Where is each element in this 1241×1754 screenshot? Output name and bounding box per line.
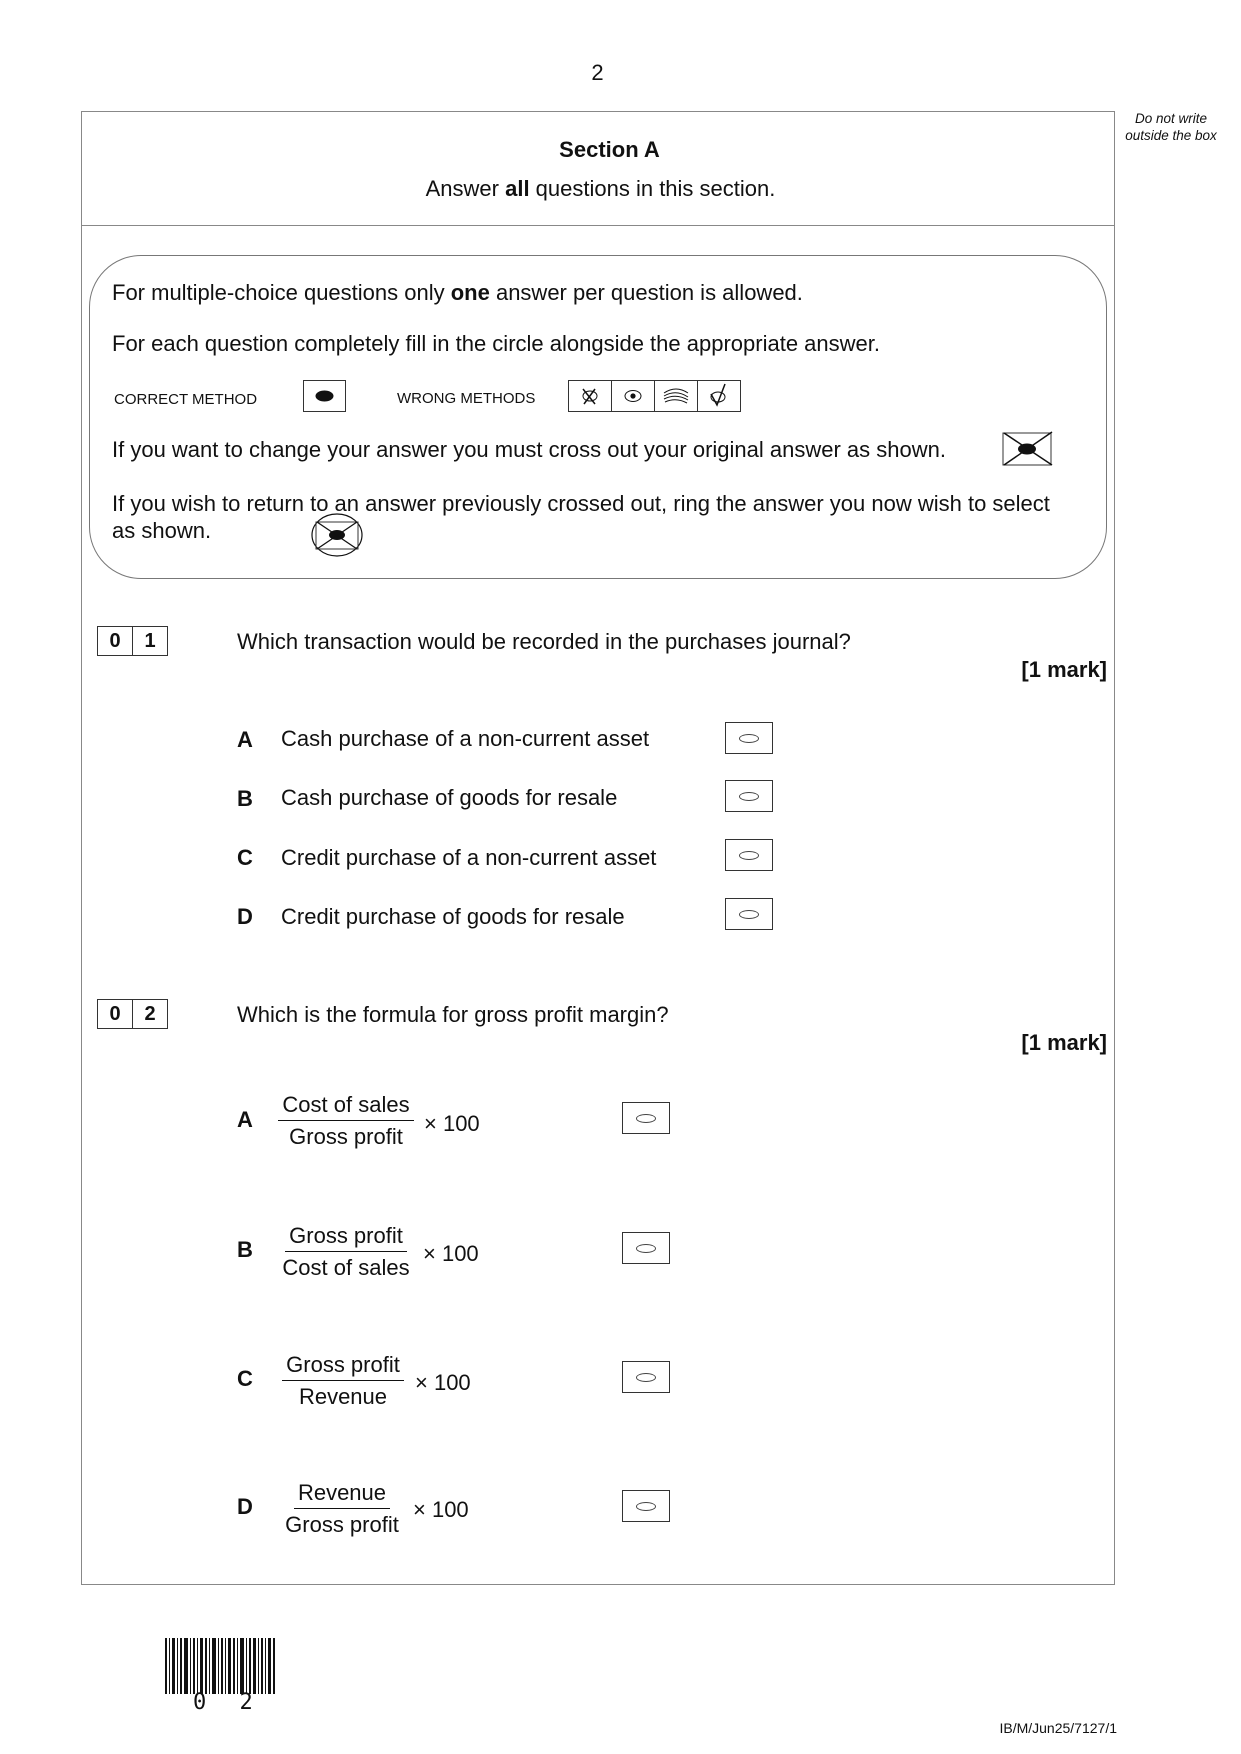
paper-reference-code: IB/M/Jun25/7127/1 bbox=[999, 1720, 1117, 1736]
page-number: 2 bbox=[591, 60, 604, 85]
answer-oval bbox=[636, 1114, 656, 1123]
instruction-one-answer: For multiple-choice questions only one answer per question is allowed. bbox=[112, 280, 803, 305]
instruction-change-answer: If you want to change your answer you must cross out your original answer as shown. bbox=[112, 437, 946, 462]
answer-oval bbox=[636, 1373, 656, 1382]
option-letter: A bbox=[237, 1107, 253, 1132]
correct-method-example bbox=[303, 380, 346, 412]
formula-fraction bbox=[275, 1352, 411, 1410]
fraction-denominator: Revenue bbox=[298, 1384, 388, 1409]
formula-fraction bbox=[275, 1223, 417, 1281]
crossed-oval-icon bbox=[569, 381, 611, 411]
filled-oval-icon bbox=[304, 381, 345, 411]
wrong-methods-examples bbox=[568, 380, 741, 412]
instruction-return-answer: If you wish to return to an answer previously crossed out, ring the answer you now wish to select as shown. bbox=[112, 491, 1050, 543]
ticked-oval-icon bbox=[698, 381, 740, 411]
barcode-digits: 0 2 bbox=[193, 1690, 263, 1715]
question-01-mark: [1 mark] bbox=[1021, 657, 1107, 682]
question-digit: 1 bbox=[132, 627, 167, 655]
instruction-fill-circle: For each question completely fill in the circle alongside the appropriate answer. bbox=[112, 331, 880, 356]
answer-box-q01-a[interactable] bbox=[725, 722, 773, 754]
option-text: Credit purchase of a non-current asset bbox=[281, 845, 657, 870]
option-letter: B bbox=[237, 786, 253, 811]
answer-oval bbox=[739, 910, 759, 919]
ringed-answer-icon bbox=[308, 511, 368, 559]
question-01-text: Which transaction would be recorded in the purchases journal? bbox=[237, 629, 851, 654]
question-digit: 0 bbox=[109, 629, 121, 652]
question-number-02 bbox=[97, 999, 168, 1029]
wrong-scribble-example bbox=[654, 380, 698, 412]
wrong-methods-label: WRONG METHODS bbox=[397, 390, 536, 407]
answer-box-q01-b[interactable] bbox=[725, 780, 773, 812]
option-text: Credit purchase of goods for resale bbox=[281, 904, 625, 929]
section-header bbox=[82, 112, 1114, 226]
wrong-dot-example bbox=[611, 380, 655, 412]
scribbled-oval-icon bbox=[655, 381, 697, 411]
question-02-text: Which is the formula for gross profit margin? bbox=[237, 1002, 669, 1027]
option-letter: D bbox=[237, 1494, 253, 1519]
formula-multiplier: × 100 bbox=[423, 1241, 479, 1266]
section-subtitle: Answer all questions in this section. bbox=[425, 176, 776, 201]
fraction-numerator: Cost of sales bbox=[278, 1092, 413, 1121]
answer-oval bbox=[739, 792, 759, 801]
wrong-tick-example bbox=[697, 380, 741, 412]
formula-multiplier: × 100 bbox=[415, 1370, 471, 1395]
formula-fraction bbox=[275, 1480, 409, 1538]
option-text: Cash purchase of a non-current asset bbox=[281, 726, 650, 751]
question-number-01 bbox=[97, 626, 168, 656]
fraction-denominator: Gross profit bbox=[285, 1512, 399, 1537]
answer-oval bbox=[739, 734, 759, 743]
answer-box-q01-d[interactable] bbox=[725, 898, 773, 930]
answer-box-q02-b[interactable] bbox=[622, 1232, 670, 1264]
barcode bbox=[165, 1638, 277, 1694]
answer-oval bbox=[739, 851, 759, 860]
fraction-numerator: Gross profit bbox=[282, 1352, 404, 1381]
answer-oval bbox=[636, 1502, 656, 1511]
wrong-cross-example bbox=[568, 380, 612, 412]
fraction-denominator: Gross profit bbox=[289, 1124, 403, 1149]
formula-multiplier: × 100 bbox=[413, 1497, 469, 1522]
question-digit: 2 bbox=[132, 1000, 167, 1028]
option-letter: A bbox=[237, 727, 253, 752]
answer-oval bbox=[636, 1244, 656, 1253]
section-title: Section A bbox=[559, 137, 660, 162]
fraction-numerator: Gross profit bbox=[285, 1223, 407, 1252]
answer-box-q02-d[interactable] bbox=[622, 1490, 670, 1522]
margin-note: Do not write outside the box bbox=[1125, 111, 1217, 143]
correct-method-label: CORRECT METHOD bbox=[114, 391, 258, 408]
option-letter: C bbox=[237, 845, 253, 870]
answer-box-q02-a[interactable] bbox=[622, 1102, 670, 1134]
formula-multiplier: × 100 bbox=[424, 1111, 480, 1136]
option-letter: D bbox=[237, 904, 253, 929]
option-letter: B bbox=[237, 1237, 253, 1262]
fraction-denominator: Cost of sales bbox=[282, 1255, 410, 1280]
answer-box-q02-c[interactable] bbox=[622, 1361, 670, 1393]
formula-fraction bbox=[275, 1092, 417, 1150]
fraction-numerator: Revenue bbox=[294, 1480, 390, 1509]
option-text: Cash purchase of goods for resale bbox=[281, 785, 618, 810]
question-digit: 0 bbox=[109, 1002, 121, 1025]
dotted-oval-icon bbox=[612, 381, 654, 411]
answer-box-q01-c[interactable] bbox=[725, 839, 773, 871]
option-letter: C bbox=[237, 1366, 253, 1391]
question-02-mark: [1 mark] bbox=[1021, 1030, 1107, 1055]
crossed-out-answer-icon bbox=[1001, 429, 1055, 467]
